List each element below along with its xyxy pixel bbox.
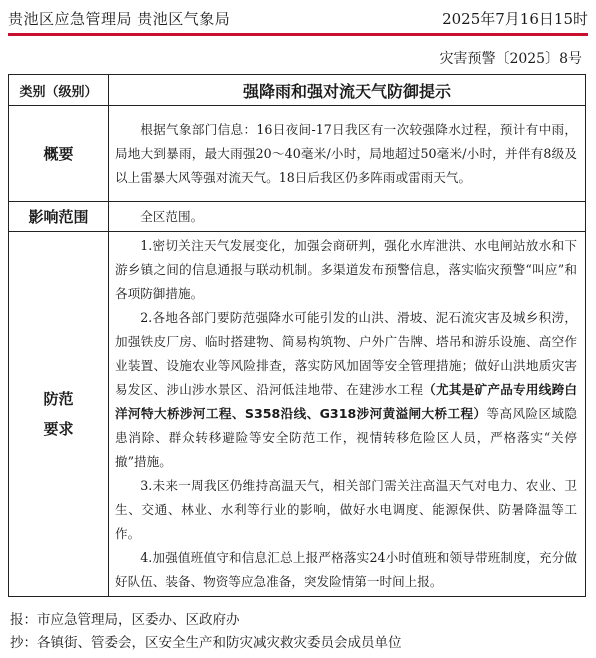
requirement-item-4: 4.加强值班值守和信息汇总上报严格落实24小时值班和领导带班制度，充分做好队伍、装备、物资等应急准备，突发险情第一时间上报。 <box>115 550 577 589</box>
overview-row <box>9 106 586 202</box>
red-divider-line <box>8 33 588 36</box>
requirements-label-line-1: 防范 <box>43 390 74 408</box>
report-to-line: 报：市应急管理局，区委办、区政府办 <box>10 612 240 628</box>
requirements-label <box>9 232 109 597</box>
requirement-item-3: 3.未来一周我区仍维持高温天气，相关部门需关注高温天气对电力、农业、卫生、交通、林业、水利等行业的影响，做好水电调度、能源保供、防暑降温等工作。 <box>115 478 577 541</box>
issue-datetime: 2025年7月16日15时 <box>442 10 588 28</box>
requirement-2-text-b: 等高风险区域隐患消除、群众转移避险等安全防范工作，视情转移危险区人员，严格落实“关停撤”措施。 <box>115 406 578 469</box>
requirement-item-1: 1.密切关注天气发展变化，加强会商研判，强化水库泄洪、水电闸站放水和下游乡镇之间的信息通报与联动机制。多渠道发布预警信息，落实临灾预警“叫应”和各项防御措施。 <box>115 238 577 301</box>
requirements-label-line-2: 要求 <box>43 420 74 438</box>
warning-table <box>8 74 586 597</box>
overview-label: 概要 <box>9 106 109 202</box>
scope-label: 影响范围 <box>9 202 109 232</box>
overview-text: 根据气象部门信息：16日夜间-17日我区有一次较强降水过程，预计有中雨，局地大到暴雨，最大雨强20～40毫米/小时，局地超过50毫米/小时，并伴有8级及以上雷暴大风等强对流天气。18日后我区仍多阵雨或雷雨天气。 <box>115 121 577 185</box>
issuer-names: 贵池区应急管理局 贵池区气象局 <box>8 10 231 28</box>
category-header: 类别（级别） <box>9 75 109 106</box>
requirement-item-2 <box>115 306 577 474</box>
requirement-2-text-a: 2.各地各部门要防范强降水可能引发的山洪、滑坡、泥石流灾害及城乡积涝，加强铁皮厂房、临时搭建物、简易构筑物、户外广告牌、塔吊和游乐设施、高空作业装置、设施农业等风险排查，落实防风加固等安全管理措施；做好山洪地质灾害易发区、涉山涉水景区、沿河低洼地带、在建涉水工程 <box>115 310 577 397</box>
warning-title: 强降雨和强对流天气防御提示 <box>109 75 586 106</box>
copy-to-line: 抄：各镇街、管委会，区安全生产和防灾减灾救灾委员会成员单位 <box>10 635 402 651</box>
requirements-cell <box>109 232 586 597</box>
document-number: 灾害预警〔2025〕8号 <box>439 51 582 67</box>
scope-row <box>9 202 586 232</box>
overview-cell <box>109 106 586 202</box>
document-header <box>8 8 588 30</box>
requirement-2-highlight: （尤其是矿产品专用线跨白洋河特大桥涉河工程、S358沿线、G318涉河黄溢闸大桥工程） <box>115 382 578 421</box>
table-header-row <box>9 75 586 106</box>
scope-text: 全区范围。 <box>140 208 204 224</box>
requirements-row <box>9 232 586 597</box>
scope-cell <box>109 202 586 232</box>
